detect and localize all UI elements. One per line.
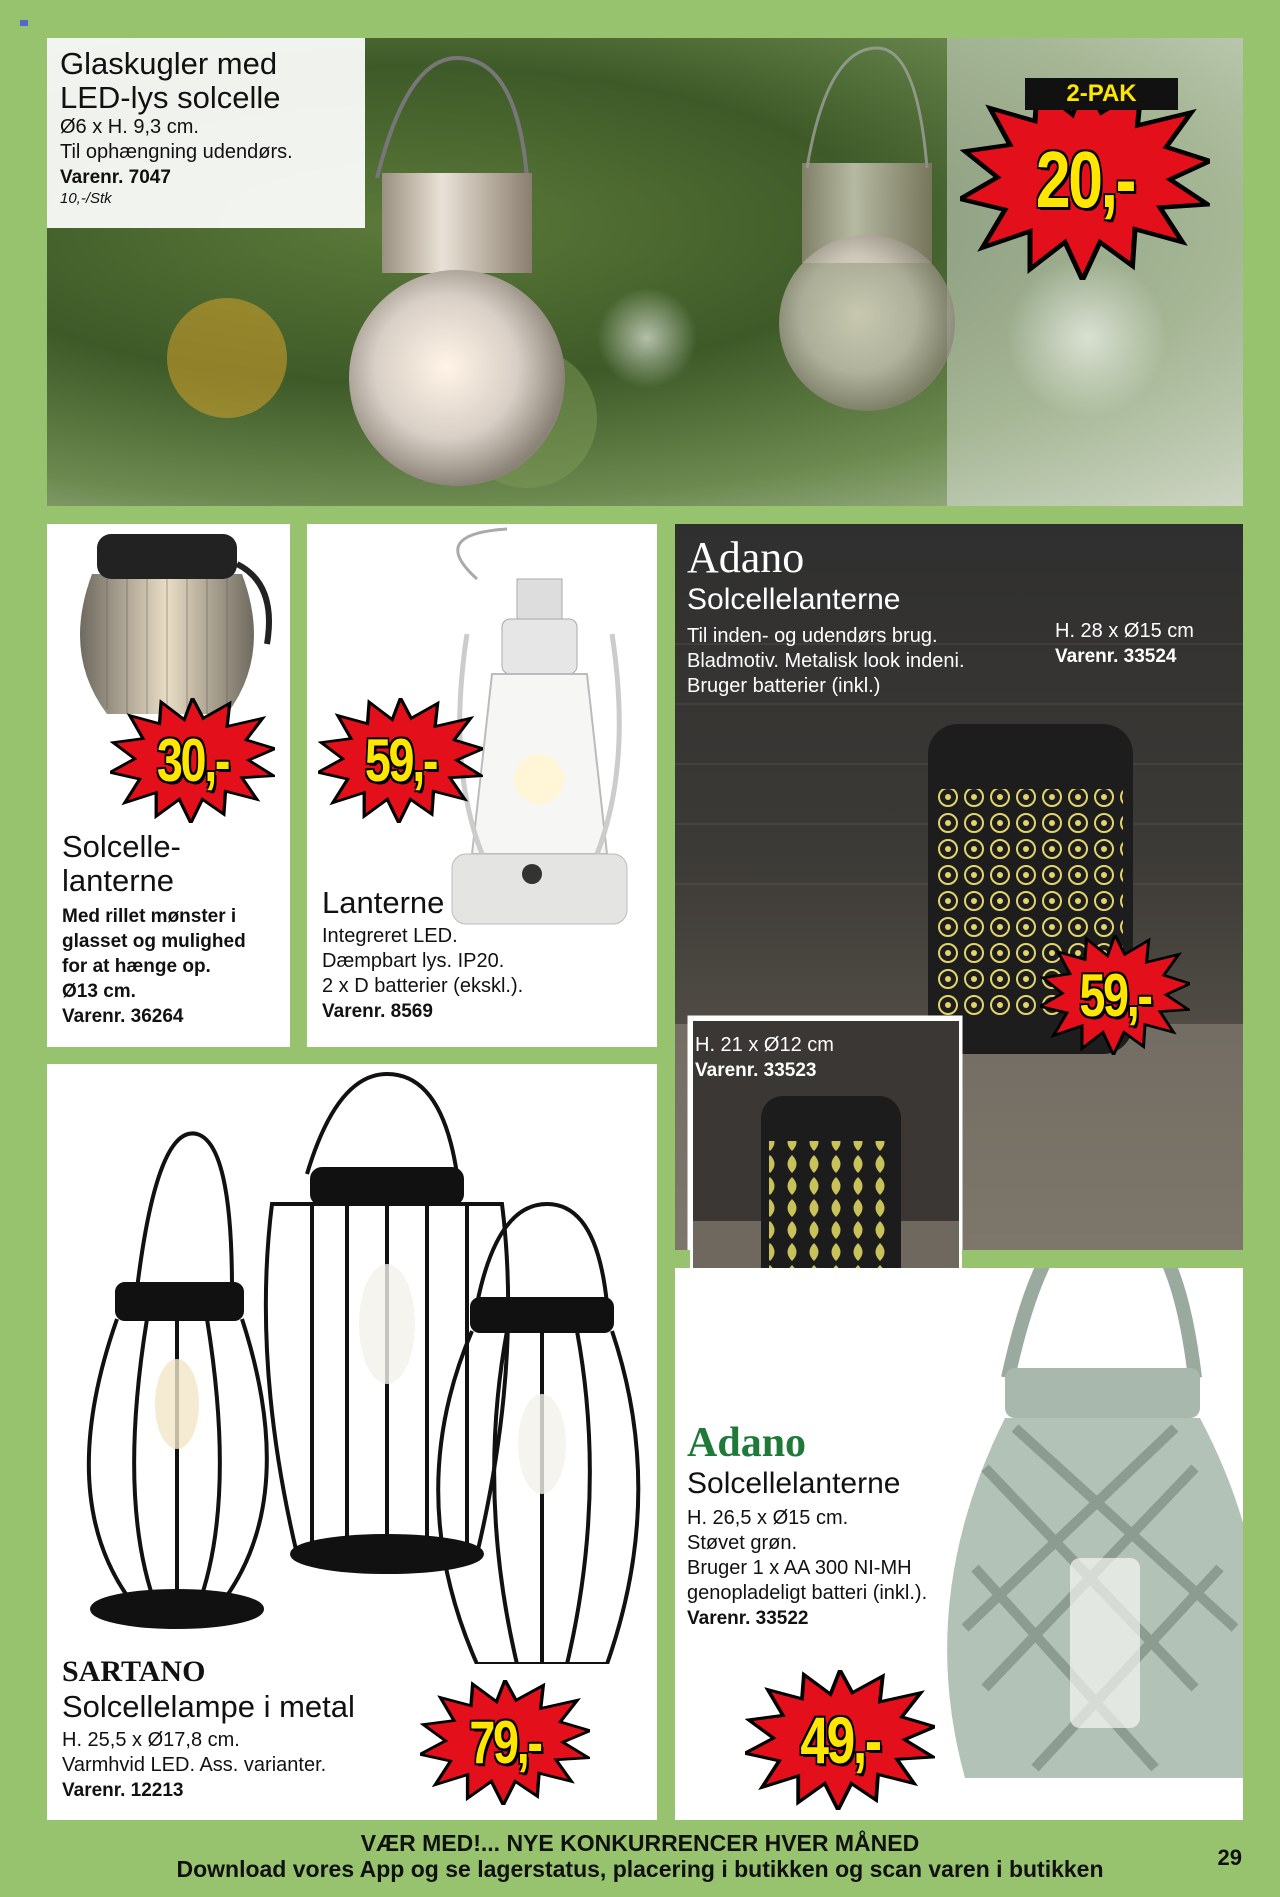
adano-green-line2: Støvet grøn. — [687, 1532, 798, 1554]
sartano-line1: H. 25,5 x Ø17,8 cm. — [62, 1729, 240, 1751]
white-lantern-price: 59,- — [364, 727, 437, 794]
hero-title-line2: LED-lys solcelle — [60, 80, 281, 115]
hero-sku: Varenr. 7047 — [60, 167, 171, 188]
ribbed-lantern-price: 30,- — [156, 727, 229, 794]
white-lantern-price-burst — [318, 698, 483, 823]
hero-title-line1: Glaskugler med — [60, 46, 278, 81]
adano-large-price-burst — [1040, 935, 1190, 1055]
hero-dims: Ø6 x H. 9,3 cm. — [60, 116, 199, 138]
sartano-price-burst — [420, 1680, 590, 1805]
adano-green-title: Solcellelanterne — [687, 1467, 901, 1500]
sartano-illustration — [47, 1064, 657, 1664]
ribbed-lantern-price-burst — [110, 698, 275, 823]
white-lantern-line2: Dæmpbart lys. IP20. — [322, 950, 505, 972]
sartano-brand: SARTANO — [62, 1655, 206, 1688]
ribbed-lantern-line3: for at hænge op. — [62, 956, 211, 977]
adano-small-dims: H. 21 x Ø12 cm — [695, 1034, 834, 1056]
adano-dark-line2: Bladmotiv. Metalisk look indeni. — [687, 650, 965, 672]
white-lantern-line3: 2 x D batterier (ekskl.). — [322, 975, 524, 997]
hero-unit-price: 10,-/Stk — [60, 190, 112, 207]
sartano-price: 79,- — [469, 1709, 541, 1776]
adano-large-dims: H. 28 x Ø15 cm — [1055, 620, 1194, 642]
adano-green-brand: Adano — [687, 1420, 807, 1466]
adano-large-sku: Varenr. 33524 — [1055, 646, 1177, 667]
adano-green-line1: H. 26,5 x Ø15 cm. — [687, 1507, 849, 1529]
ribbed-lantern-title-line2: lanterne — [62, 863, 175, 898]
hero-price-burst — [960, 80, 1210, 280]
sartano-title: Solcellelampe i metal — [62, 1689, 355, 1724]
footer-line1: VÆR MED!... NYE KONKURRENCER HVER MÅNED — [360, 1830, 920, 1856]
white-lantern-line1: Integreret LED. — [322, 925, 458, 947]
adano-dark-title: Solcellelanterne — [687, 583, 901, 616]
sartano-line2: Varmhvid LED. Ass. varianter. — [62, 1754, 327, 1776]
adano-dark-line3: Bruger batterier (inkl.) — [687, 675, 881, 697]
ribbed-lantern-sku: Varenr. 36264 — [62, 1006, 184, 1027]
adano-green-price-burst — [745, 1670, 935, 1810]
adano-dark-line1: Til inden- og udendørs brug. — [687, 625, 938, 647]
adano-green-line3: Bruger 1 x AA 300 NI-MH — [687, 1557, 912, 1579]
hero-desc: Til ophængning udendørs. — [60, 141, 293, 163]
adano-green-line4: genopladeligt batteri (inkl.). — [687, 1582, 928, 1604]
adano-small-sku: Varenr. 33523 — [695, 1060, 817, 1081]
hero-price: 20,- — [1035, 135, 1135, 224]
footer-line2: Download vores App og se lagerstatus, placering i butikken og scan varen i butikken — [176, 1856, 1104, 1882]
adano-green-sku: Varenr. 33522 — [687, 1608, 809, 1629]
two-pack-label: 2-PAK — [1025, 78, 1178, 110]
adano-large-price: 59,- — [1079, 961, 1151, 1029]
adano-green-price: 49,- — [800, 1703, 880, 1777]
ribbed-lantern-line2: glasset og mulighed — [62, 931, 246, 952]
ribbed-lantern-line4: Ø13 cm. — [62, 981, 136, 1002]
ribbed-lantern-line1: Med rillet mønster i — [62, 906, 237, 927]
white-lantern-title: Lanterne — [322, 885, 445, 920]
sartano-sku: Varenr. 12213 — [62, 1780, 184, 1801]
corner-marker — [20, 20, 28, 26]
adano-dark-brand: Adano — [687, 533, 805, 582]
white-lantern-sku: Varenr. 8569 — [322, 1001, 433, 1022]
ribbed-lantern-title-line1: Solcelle- — [62, 829, 181, 864]
page-number: 29 — [1217, 1845, 1242, 1870]
